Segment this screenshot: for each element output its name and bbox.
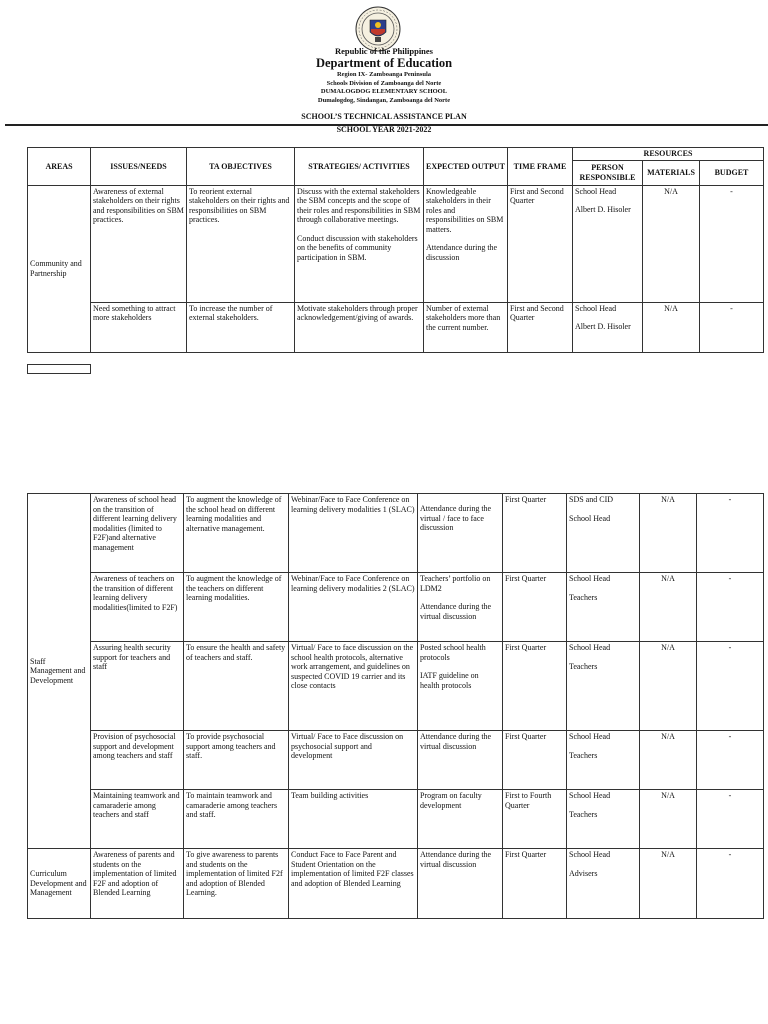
col-person-responsible: PERSON RESPONSIBLE — [573, 160, 643, 185]
area-cell: Staff Management and Development — [28, 494, 91, 849]
strategy-cell: Webinar/Face to Face Conference on learning delivery modalities 1 (SLAC) — [289, 494, 418, 573]
budget-cell: - — [697, 849, 764, 919]
materials-cell: N/A — [640, 494, 697, 573]
objective-cell: To increase the number of external stakeholders. — [187, 302, 295, 352]
person-text: School Head — [569, 850, 611, 859]
materials-cell: N/A — [640, 849, 697, 919]
table-row — [28, 494, 764, 573]
col-strategies: STRATEGIES/ ACTIVITIES — [295, 148, 424, 186]
issue-cell: Awareness of parents and students on the implementation of limited F2F and adoption of Blended Learning — [91, 849, 184, 919]
person-text: Albert D. Hisoler — [575, 205, 631, 214]
republic-line: Republic of the Philippines — [334, 46, 433, 56]
table-row — [28, 642, 764, 731]
time-cell: First Quarter — [503, 573, 567, 642]
time-cell: First and Second Quarter — [508, 185, 573, 302]
school-line: DUMALOGDOG ELEMENTARY SCHOOL — [320, 88, 448, 95]
output-cell: Attendance during the virtual discussion — [418, 849, 503, 919]
person-text: School Head — [569, 574, 611, 583]
col-ta-objectives: TA OBJECTIVES — [187, 148, 295, 186]
col-resources: RESOURCES — [573, 148, 764, 161]
strategy-cell: Motivate stakeholders through proper acknowledgement/giving of awards. — [295, 302, 424, 352]
output-text: Teachers’ portfolio on LDM2 — [420, 574, 491, 593]
plan-table-2 — [27, 493, 764, 919]
materials-cell: N/A — [640, 790, 697, 849]
output-text: Attendance during the virtual discussion — [420, 602, 492, 621]
table-stub — [27, 364, 91, 374]
budget-cell: - — [697, 790, 764, 849]
issue-cell: Need something to attract more stakeholders — [91, 302, 187, 352]
objective-cell: To augment the knowledge of the teachers on different learning modalities. — [184, 573, 289, 642]
table-row — [28, 302, 764, 352]
budget-cell: - — [697, 494, 764, 573]
person-cell — [573, 302, 643, 352]
plan-table-1 — [27, 147, 764, 353]
person-text: Albert D. Hisoler — [575, 322, 631, 331]
time-cell: First Quarter — [503, 731, 567, 790]
table-row — [28, 790, 764, 849]
strategy-cell: Virtual/ Face to Face discussion on psychosocial support and development — [289, 731, 418, 790]
region-line: Region IX- Zamboanga Peninsula — [336, 71, 432, 78]
person-text: School Head — [569, 791, 611, 800]
person-text: Teachers — [569, 592, 598, 602]
issue-cell: Assuring health security support for teachers and staff — [91, 642, 184, 731]
col-time-frame: TIME FRAME — [508, 148, 573, 186]
budget-cell: - — [697, 642, 764, 731]
output-text: IATF guideline on health protocols — [420, 671, 479, 690]
output-cell — [424, 185, 508, 302]
output-text: Attendance during the virtual / face to face discussion — [420, 504, 492, 532]
materials-cell: N/A — [643, 302, 700, 352]
objective-cell: To ensure the health and safety of teachers and staff. — [184, 642, 289, 731]
objective-cell: To give awareness to parents and students on the implementation of limited F2f and adoption of Blended Learning. — [184, 849, 289, 919]
plan-title: SCHOOL’S TECHNICAL ASSISTANCE PLAN — [301, 112, 467, 121]
issue-cell: Awareness of external stakeholders on their rights and responsibilities on SBM practices. — [91, 185, 187, 302]
table-row — [28, 849, 764, 919]
issue-cell: Provision of psychosocial support and development among teachers and staff — [91, 731, 184, 790]
col-areas: AREAS — [28, 148, 91, 186]
col-issues: ISSUES/NEEDS — [91, 148, 187, 186]
output-cell — [418, 573, 503, 642]
department-title: Department of Education — [315, 56, 453, 70]
location-line: Dumalogdog, Sindangan, Zamboanga del Norte — [317, 96, 451, 104]
objective-cell: To provide psychosocial support among teachers and staff. — [184, 731, 289, 790]
materials-cell: N/A — [640, 731, 697, 790]
col-expected-output: EXPECTED OUTPUT — [424, 148, 508, 186]
person-text: School Head — [569, 513, 611, 523]
issue-cell: Awareness of teachers on the transition of different learning delivery modalities(limited to F2F) — [91, 573, 184, 642]
table-row — [28, 185, 764, 302]
issue-cell: Awareness of school head on the transition of different learning delivery modalities (limited to F2F)and alternative management — [91, 494, 184, 573]
objective-cell: To reorient external stakeholders on their rights and responsibilities on SBM practices. — [187, 185, 295, 302]
person-cell — [567, 849, 640, 919]
budget-cell: - — [697, 573, 764, 642]
time-cell: First and Second Quarter — [508, 302, 573, 352]
school-year: SCHOOL YEAR 2021-2022 — [336, 125, 432, 134]
person-cell — [567, 494, 640, 573]
col-budget: BUDGET — [700, 160, 764, 185]
strategy-cell: Conduct Face to Face Parent and Student Orientation on the implementation of limited F2F classes and adoption of Blended Learning — [289, 849, 418, 919]
person-text: SDS and CID — [569, 495, 614, 504]
time-cell: First Quarter — [503, 642, 567, 731]
person-cell — [567, 790, 640, 849]
person-text: School Head — [575, 186, 617, 196]
materials-cell: N/A — [640, 573, 697, 642]
output-text: Posted school health protocols — [420, 643, 486, 662]
person-cell — [573, 185, 643, 302]
output-cell: Number of external stakeholders more than the current number. — [424, 302, 508, 352]
table-row — [28, 731, 764, 790]
person-text: School Head — [569, 732, 611, 741]
strategy-cell: Team building activities — [289, 790, 418, 849]
person-text: School Head — [575, 303, 617, 313]
strategy-text: Discuss with the external stakeholders the SBM concepts and the scope of their roles and responsibilities in SBM through collaborative meetings. — [297, 186, 421, 224]
objective-cell: To maintain teamwork and camaraderie among teachers and staff. — [184, 790, 289, 849]
person-text: Teachers — [569, 750, 598, 760]
output-cell: Attendance during the virtual discussion — [418, 731, 503, 790]
person-text: School Head — [569, 643, 611, 652]
materials-cell: N/A — [643, 185, 700, 302]
person-text: Advisers — [569, 868, 598, 878]
objective-cell: To augment the knowledge of the school head on different learning modalities and alternative management. — [184, 494, 289, 573]
strategy-cell: Webinar/Face to Face Conference on learning delivery modalities 2 (SLAC) — [289, 573, 418, 642]
budget-cell: - — [700, 302, 764, 352]
time-cell: First Quarter — [503, 849, 567, 919]
person-cell — [567, 642, 640, 731]
output-text: Knowledgeable stakeholders in their roles and responsibilities on SBM matters. — [426, 186, 504, 234]
person-cell — [567, 731, 640, 790]
division-line: Schools Division of Zamboanga del Norte — [326, 79, 442, 87]
budget-cell: - — [697, 731, 764, 790]
output-text: Attendance during the discussion — [426, 243, 498, 262]
budget-cell: - — [700, 185, 764, 302]
output-cell — [418, 642, 503, 731]
time-cell: First Quarter — [503, 494, 567, 573]
output-cell — [418, 494, 503, 573]
strategy-cell — [295, 185, 424, 302]
col-materials: MATERIALS — [643, 160, 700, 185]
time-cell: First to Fourth Quarter — [503, 790, 567, 849]
materials-cell: N/A — [640, 642, 697, 731]
output-cell: Program on faculty development — [418, 790, 503, 849]
issue-cell: Maintaining teamwork and camaraderie among teachers and staff — [91, 790, 184, 849]
strategy-cell: Virtual/ Face to face discussion on the school health protocols, alternative work arrangement, and guidelines on suspected COVID 19 carrier and its close contacts — [289, 642, 418, 731]
address-block — [0, 71, 768, 105]
person-cell — [567, 573, 640, 642]
person-text: Teachers — [569, 661, 598, 671]
person-text: Teachers — [569, 809, 598, 819]
table-row — [28, 573, 764, 642]
area-cell: Community and Partnership — [28, 185, 91, 352]
area-cell: Curriculum Development and Management — [28, 849, 91, 919]
strategy-text: Conduct discussion with stakeholders on the benefits of community participation in SBM. — [297, 233, 418, 262]
